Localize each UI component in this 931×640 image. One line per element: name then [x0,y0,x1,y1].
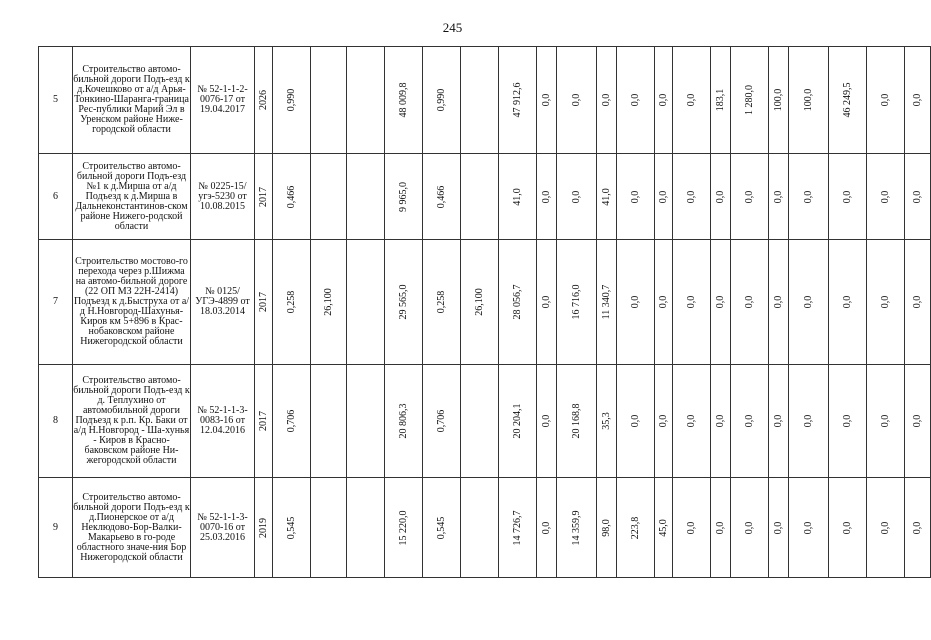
value-cell [347,47,385,154]
value-cell [423,154,461,240]
value-cell [867,478,905,578]
value-cell [597,365,617,478]
table-body [39,47,931,578]
expertise-document: № 52-1-1-2-0076-17 от 19.04.2017 [191,47,255,154]
value-cell [557,154,597,240]
value-text: 20 168,8 [570,403,582,439]
value-text: 9 965,0 [397,181,409,212]
value-text: 0,466 [435,185,447,208]
value-cell [829,478,867,578]
value-cell [655,365,673,478]
table-row [39,240,931,365]
value-cell [311,154,347,240]
value-cell [617,47,655,154]
value-text: 0,706 [285,409,297,433]
value-cell [499,240,537,365]
value-text: 0,0 [714,414,726,428]
value-cell [537,478,557,578]
value-cell [829,240,867,365]
value-text: 0,0 [841,190,853,203]
value-text: 0,0 [540,414,552,428]
value-cell [461,47,499,154]
row-number: 7 [39,240,73,365]
value-text: 0,0 [802,190,814,203]
value-cell [423,47,461,154]
value-cell [905,154,931,240]
value-cell [867,47,905,154]
value-text: 0,0 [570,93,582,107]
value-text: 45,0 [657,518,669,537]
value-cell [385,47,423,154]
value-text: 0,0 [879,295,891,309]
value-cell [557,478,597,578]
table-row [39,478,931,578]
value-text: 0,0 [911,414,923,428]
value-cell [423,240,461,365]
table-row [39,154,931,240]
value-cell [499,478,537,578]
value-cell [273,365,311,478]
value-cell [617,240,655,365]
value-cell [789,240,829,365]
value-cell [905,478,931,578]
value-cell [461,240,499,365]
value-cell [905,240,931,365]
value-text: 0,0 [685,190,697,203]
value-text: 0,0 [879,190,891,203]
value-cell [673,478,711,578]
value-cell [711,240,731,365]
value-cell [461,478,499,578]
row-number: 8 [39,365,73,478]
value-text: 0,0 [657,295,669,309]
value-text: 183,1 [714,88,726,112]
value-cell [769,478,789,578]
value-text: 28 056,7 [511,284,523,320]
value-cell [731,47,769,154]
value-text: 0,0 [743,414,755,428]
value-text: 0,0 [879,93,891,107]
value-cell [311,240,347,365]
value-text: 0,0 [802,521,814,534]
value-text: 0,0 [540,521,552,534]
object-description: Строительство автомо-бильной дороги Подъ-езд к д.Пионерское от а/д Неклюдово-Бор-Валки-Макарьево в го-роде областного значе-ния Бор Нижегородской области [73,478,191,578]
value-cell [597,47,617,154]
value-text: 0,0 [841,521,853,534]
object-description: Строительство автомо-бильной дороги Подъ-езд к д.Кочешково от а/д Арья-Тонкино-Шаранга-граница Рес-публики Марий Эл в Уренском районе Ниже-городской области [73,47,191,154]
value-text: 0,258 [285,290,297,314]
value-text: 0,466 [285,185,297,208]
value-cell [537,240,557,365]
value-cell [673,47,711,154]
value-cell [273,154,311,240]
value-text: 0,0 [743,190,755,203]
value-text: 0,0 [570,190,582,203]
value-cell [655,478,673,578]
table-row [39,47,931,154]
value-text: 14 726,7 [511,510,523,545]
value-cell [731,478,769,578]
value-text: 46 249,5 [841,82,853,118]
expertise-document: № 0125/УГЭ-4899 от 18.03.2014 [191,240,255,365]
value-text: 15 220,0 [397,510,409,545]
value-cell [673,154,711,240]
value-cell [385,478,423,578]
value-text: 223,8 [629,516,641,539]
value-text: 0,0 [911,93,923,107]
value-text: 0,990 [285,88,297,112]
value-cell [255,478,273,578]
value-text: 35,3 [600,412,612,430]
construction-objects-table [38,46,931,578]
value-cell [273,240,311,365]
value-cell [423,478,461,578]
value-text: 0,545 [435,516,447,539]
value-cell [789,478,829,578]
value-cell [711,154,731,240]
value-cell [255,154,273,240]
value-cell [789,365,829,478]
value-text: 0,0 [772,295,784,309]
object-description: Строительство мостово-го перехода через р.Шижма на автомо-бильной дороге (22 ОП МЗ 22Н-2414) Подъезд к д.Быструха от а/д Н.Новгород-Шахунья-Киров км 5+896 в Крас-нобаковском районе Нижегородской области [73,240,191,365]
value-cell [789,154,829,240]
value-cell [769,154,789,240]
value-cell [557,365,597,478]
value-text: 0,0 [743,295,755,309]
value-cell [537,47,557,154]
value-cell [731,365,769,478]
value-text: 0,0 [629,190,641,203]
value-text: 0,0 [685,414,697,428]
value-cell [273,478,311,578]
value-cell [731,154,769,240]
value-text: 0,258 [435,290,447,314]
value-text: 2017 [257,292,269,312]
value-text: 0,0 [657,93,669,107]
value-text: 0,0 [772,521,784,534]
expertise-document: № 0225-15/угэ-5230 от 10.08.2015 [191,154,255,240]
value-text: 0,0 [802,414,814,428]
value-cell [461,365,499,478]
value-cell [711,365,731,478]
row-number: 9 [39,478,73,578]
value-text: 100,0 [772,88,784,112]
value-text: 41,0 [511,187,523,206]
object-description: Строительство автомо-бильной дороги Подъ-езд №1 к д.Мирша от а/д Подъезд к д.Мирша в Дальнеконстантинов-ском районе Нижего-родской области [73,154,191,240]
value-cell [461,154,499,240]
value-text: 47 912,6 [511,82,523,118]
value-cell [769,240,789,365]
value-cell [655,47,673,154]
value-cell [347,154,385,240]
value-text: 0,0 [629,414,641,428]
value-cell [867,365,905,478]
value-cell [673,240,711,365]
value-text: 0,0 [685,93,697,107]
value-cell [829,47,867,154]
value-cell [499,365,537,478]
value-text: 0,0 [802,295,814,309]
value-text: 48 009,8 [397,82,409,118]
value-cell [829,154,867,240]
value-cell [789,47,829,154]
expertise-document: № 52-1-1-3-0083-16 от 12.04.2016 [191,365,255,478]
value-text: 20 806,3 [397,403,409,439]
value-text: 0,0 [540,295,552,309]
value-text: 0,0 [685,295,697,309]
value-text: 0,0 [772,190,784,203]
value-text: 14 359,9 [570,510,582,545]
value-cell [597,478,617,578]
value-text: 29 565,0 [397,284,409,320]
value-cell [537,365,557,478]
value-cell [255,47,273,154]
value-cell [617,154,655,240]
value-cell [311,365,347,478]
value-text: 98,0 [600,518,612,537]
value-cell [347,478,385,578]
value-text: 26,100 [473,288,485,316]
value-text: 20 204,1 [511,403,523,439]
value-text: 0,0 [714,521,726,534]
value-cell [867,240,905,365]
value-text: 0,0 [841,414,853,428]
value-text: 0,0 [600,93,612,107]
value-cell [867,154,905,240]
value-cell [769,47,789,154]
value-cell [829,365,867,478]
value-text: 11 340,7 [600,284,612,320]
value-text: 0,0 [772,414,784,428]
value-cell [347,365,385,478]
value-text: 0,0 [911,190,923,203]
value-text: 16 716,0 [570,284,582,320]
value-cell [311,478,347,578]
value-cell [537,154,557,240]
value-cell [385,154,423,240]
value-cell [905,47,931,154]
value-text: 41,0 [600,187,612,206]
value-cell [655,154,673,240]
value-cell [347,240,385,365]
value-cell [423,365,461,478]
value-text: 0,0 [629,93,641,107]
value-cell [499,154,537,240]
value-cell [617,478,655,578]
value-cell [655,240,673,365]
value-text: 0,545 [285,516,297,539]
value-text: 0,0 [879,414,891,428]
value-text: 0,0 [657,190,669,203]
value-cell [557,240,597,365]
value-text: 0,706 [435,409,447,433]
value-text: 0,0 [714,295,726,309]
table-row [39,365,931,478]
value-cell [499,47,537,154]
value-cell [711,478,731,578]
expertise-document: № 52-1-1-3-0070-16 от 25.03.2016 [191,478,255,578]
row-number: 5 [39,47,73,154]
value-text: 0,0 [841,295,853,309]
value-cell [557,47,597,154]
value-text: 0,0 [714,190,726,203]
value-cell [311,47,347,154]
value-cell [273,47,311,154]
value-text: 0,0 [911,295,923,309]
value-text: 0,0 [629,295,641,309]
value-cell [385,365,423,478]
value-cell [597,240,617,365]
value-cell [673,365,711,478]
value-cell [255,240,273,365]
value-cell [385,240,423,365]
value-text: 2019 [257,517,269,538]
value-cell [769,365,789,478]
value-cell [597,154,617,240]
value-cell [731,240,769,365]
value-text: 0,0 [657,414,669,428]
value-text: 0,0 [685,521,697,534]
value-cell [711,47,731,154]
value-text: 100,0 [802,88,814,112]
value-text: 2026 [257,90,269,110]
value-text: 2017 [257,411,269,431]
value-text: 0,0 [743,521,755,534]
value-text: 0,0 [540,190,552,203]
value-text: 0,0 [540,93,552,107]
value-cell [255,365,273,478]
value-cell [617,365,655,478]
value-text: 1 280,0 [743,85,755,115]
value-text: 0,0 [911,521,923,534]
value-cell [905,365,931,478]
value-text: 26,100 [322,288,334,316]
value-text: 2017 [257,186,269,207]
row-number: 6 [39,154,73,240]
object-description: Строительство автомо-бильной дороги Подъ-езд к д. Теплухино от автомобильной дороги Подъезд к р.п. Кр. Баки от а/д Н.Новгород - Ша-хунья - Киров в Красно-баковском районе Ни-жегородской области [73,365,191,478]
page-number: 245 [442,20,463,35]
value-text: 0,0 [879,521,891,534]
value-text: 0,990 [435,88,447,112]
